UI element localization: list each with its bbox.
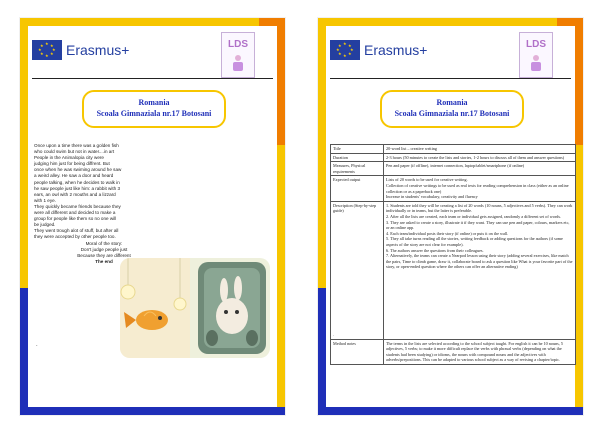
right-border [575, 18, 583, 415]
row-value: 20-word list – creative writing [384, 145, 576, 154]
row-value: 1. Students are told they will be creating a list of 20 words (10 nouns, 5 adjectives and 5 verbs). They can work individually or in teams, but the latter is preferable. 2. After all the lists are created, each team or individual gets assigned, randomly a different set of words. 3. They are asked to create a story, illustrate it if they want. They can use pen and paper, colours, markers etc, or an online app. 4. Each team/individual posts their story (if online) or puts it on the wall. 5. They all take turns reading all the stories, writing feedback or adding questions for the authors (if some aspects of the story are not clear for example). 6. The authors answer the questions from their colleagues. 7. Alternatively, the teams can create a Nearpod lesson using their story (adding several exercises, like match the pairs, Time to climb game, draw it, collaborate board to ask a question like What is your favorite part of the story, or open-ended question where the others can offer an alternative ending) [384, 201, 576, 339]
erasmus-label: Erasmus+ [66, 42, 130, 58]
header-divider [32, 78, 273, 79]
moral-title: Moral of the story: [85, 240, 123, 246]
left-border [318, 18, 326, 415]
story-line: he saw people just like him: a rabbit with 3 [34, 185, 121, 191]
story-page [20, 18, 285, 415]
erasmus-logo [32, 40, 129, 60]
school-title: Scoala Gimnaziala nr.17 Botosani [394, 109, 510, 118]
story-illustration [120, 258, 270, 358]
lds-figure-icon [228, 53, 248, 73]
story-line: ears, an owl with 2 mouths and a lizzard [34, 191, 116, 197]
title-box [82, 90, 226, 128]
page-marker: . [333, 331, 335, 337]
activity-page [318, 18, 583, 415]
school-title: Scoala Gimnaziala nr.17 Botosani [96, 109, 212, 118]
table-row [331, 339, 576, 364]
page-marker: . [36, 342, 38, 348]
row-label: Title [331, 145, 384, 154]
story-line: group for people like them so no one will [34, 216, 117, 222]
row-value: The terms in the lists are selected according to the school subject taught. For english it can be 10 nouns, 5 adjectives, 5 verbs; to make it more difficult replace the verbs with phrasal verbs (depending on what the students had been studying) or idioms, the nouns with compound nouns and the adjectives with adverbs/prepositions. This can be adapted to various school subject as a way of revising a chapter/topic. [384, 339, 576, 364]
story-line: once when he was swiming around he saw [34, 167, 122, 173]
row-label: Description (Step-by-step guide) . [331, 201, 384, 339]
erasmus-label: Erasmus+ [364, 42, 428, 58]
row-value: Lists of 20 words to be used for creative writing. Collection of creative writings to be used as real texts for reading comprehension in class (either as an online collection or as a paperback one) Increase in students' vocabulary, creativity and fluency [384, 176, 576, 201]
table-row [331, 162, 576, 176]
lds-project-logo: LDS [221, 32, 255, 78]
left-border [20, 18, 28, 415]
story-line: They went trough alot of stuff, but after all [34, 228, 119, 234]
right-border [277, 18, 285, 415]
row-value: Pen and paper (if offline), internet connection, laptop/tablet/smartphone (if online) [384, 162, 576, 176]
row-label: Expected output [331, 176, 384, 201]
story-text [34, 143, 174, 265]
activity-table [330, 144, 576, 365]
row-label: Method notes [331, 339, 384, 364]
bottom-border [20, 407, 285, 415]
erasmus-logo [330, 40, 427, 60]
story-line: they were accepted by other people too. [34, 234, 116, 240]
country-title: Romania [436, 98, 468, 107]
story-line: people talking, when he decides to walk in [34, 179, 120, 185]
row-value: 2-3 hours (50 minutes to create the lists and stories, 1-2 hours to discuss all of them and answer questions) [384, 153, 576, 162]
eu-flag-icon: ★ ★ ★ ★ ★ ★ ★ ★ [330, 40, 360, 60]
lds-figure-icon [526, 53, 546, 73]
table-row [331, 153, 576, 162]
table-row [331, 145, 576, 154]
table-row [331, 201, 576, 339]
story-line: be judged. [34, 222, 56, 228]
country-title: Romania [138, 98, 170, 107]
top-border [20, 18, 285, 26]
title-box [380, 90, 524, 128]
bottom-border [318, 407, 583, 415]
story-line: judging him just for being diffrent. But [34, 161, 110, 167]
top-border [318, 18, 583, 26]
story-line: a weird alley. He saw a door and heard [34, 173, 114, 179]
story-line: with 1 eye. [34, 197, 56, 203]
story-line: were all different and decided to make a [34, 210, 116, 216]
moral-line: Don't judge people just [80, 246, 128, 252]
row-label: Duration [331, 153, 384, 162]
table-row [331, 176, 576, 201]
moral-line: Because they are different [77, 252, 131, 258]
story-line: Once upon a time there was a golden fish [34, 143, 119, 148]
story-line: People in the Animalopia city were [34, 155, 104, 161]
story-end: The end [95, 258, 113, 264]
story-line: They quickly became friends because they [34, 203, 121, 209]
header-divider [330, 78, 571, 79]
eu-flag-icon: ★ ★ ★ ★ ★ ★ ★ ★ [32, 40, 62, 60]
lds-project-logo: LDS [519, 32, 553, 78]
story-line: who could swim but not in water....in art [34, 149, 115, 155]
row-label: Measures, Physical requirements [331, 162, 384, 176]
